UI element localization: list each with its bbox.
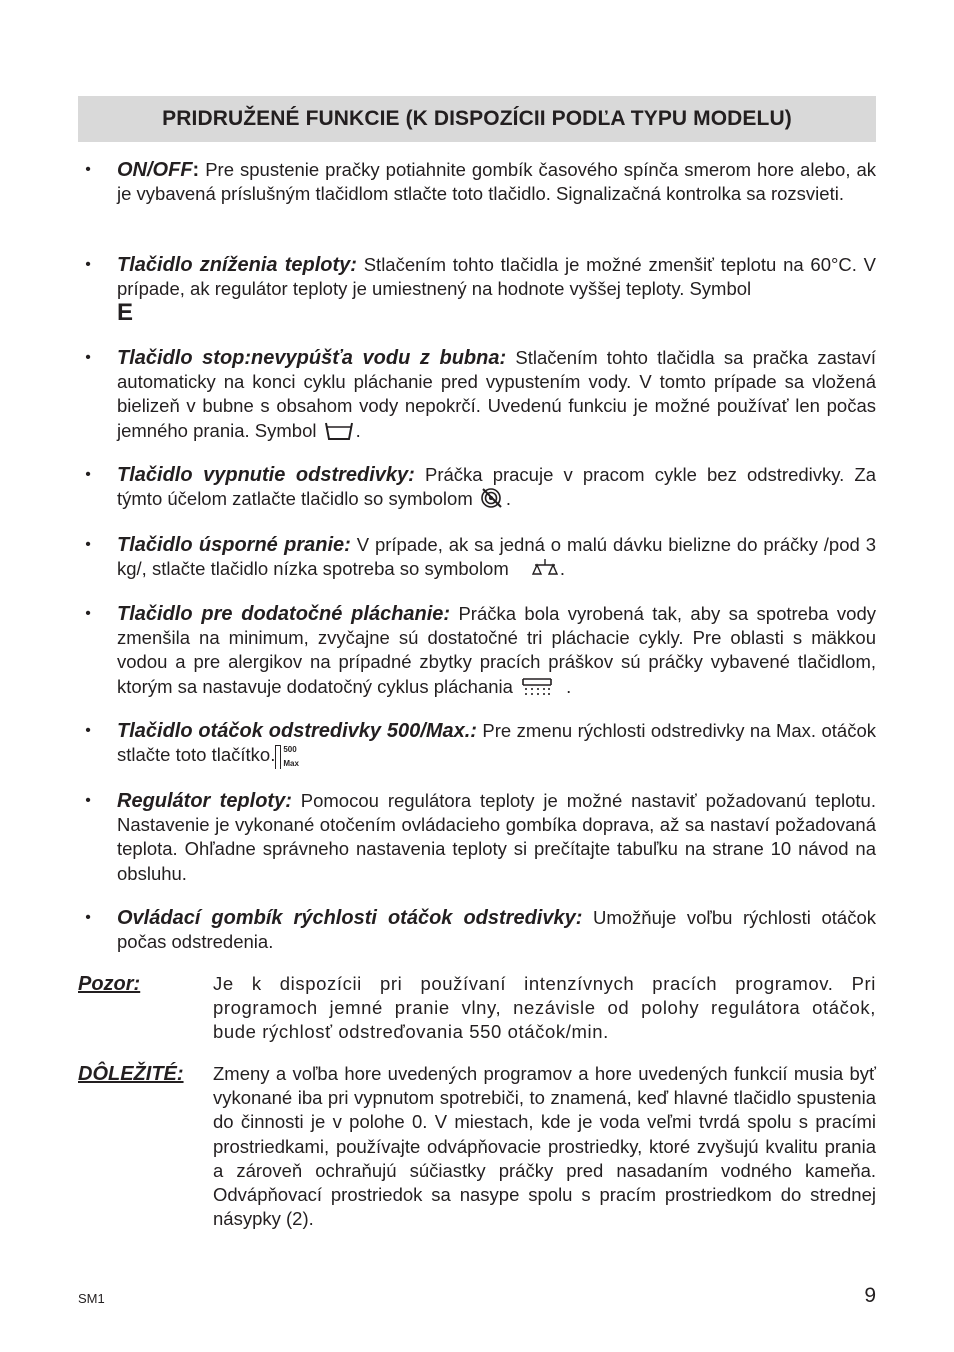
spin-max-label: Max [283, 759, 299, 769]
item-text: V prípade, ak sa jedná o malú dávku bielizne do práčky /pod 3 kg/, stlačte tlačidlo nízka spotreba so symbolom [117, 534, 876, 580]
page-number: 9 [864, 1284, 876, 1307]
list-item-spin-off: • Tlačidlo vypnutie odstredivky: Práčka pracuje v pracom cykle bez odstredivky. Za týmto účelom zatlačte tlačidlo so symbolom . [78, 463, 876, 515]
list-item-temperature-reduction [78, 253, 876, 327]
bullet: • [85, 605, 91, 622]
list-item-spin-speed-knob [78, 906, 876, 954]
bullet: • [85, 466, 91, 483]
extra-rinse-icon [520, 675, 554, 703]
section-title: PRIDRUŽENÉ FUNKCIE (K DISPOZÍCII PODĽA TYPU MODELU) [162, 107, 792, 130]
item-label: Tlačidlo otáčok odstredivky 500/Max.: [117, 720, 477, 742]
note-caution [78, 972, 876, 1045]
bullet: • [85, 722, 91, 739]
note-important [78, 1062, 876, 1231]
list-item-economy-wash: • Tlačidlo úsporné pranie: V prípade, ak sa jedná o malú dávku bielizne do práčky /pod 3 kg/, stlačte tlačidlo nízka spotreba so symbolom . [78, 533, 876, 585]
section-header [78, 96, 876, 142]
bullet: • [85, 161, 91, 178]
item-label: Tlačidlo stop:nevypúšťa vodu z bubna: [117, 347, 507, 369]
bullet: • [85, 792, 91, 809]
document-code: SM1 [78, 1291, 105, 1306]
note-label: Pozor: [78, 973, 141, 995]
spin-500-label: 500 [283, 745, 297, 755]
rinse-hold-tub-icon [324, 421, 354, 447]
item-text: Stlačením tohto tlačidla sa pračka zastaví automaticky na konci cyklu pláchanie pred vypustením vody. V tomto prípade sa vložená bielizeň v bubne s obsahom vody nepokrčí. Uvedenú funkciu je možné používať len počas jemného prania. Symbol [117, 347, 876, 441]
item-text: Pomocou regulátora teploty je možné nastaviť požadovanú teplotu. Nastavenie je vykonané otočením ovládacieho gombíka doprava, až sa nastaví požadovaná teplota. Ohľadne správneho nastavenia teploty si prečítajte tabuľku na strane 10 návod na obsluhu. [117, 790, 876, 884]
item-text: Stlačením tohto tlačidla je možné zmenšiť teplotu na 60°C. V prípade, ak regulátor teploty je umiestnený na hodnote vyššej teploty. Symbol [117, 254, 876, 300]
item-text: Umožňuje voľbu rýchlosti otáčok počas odstredenia. [117, 907, 876, 953]
item-label: Regulátor teploty: [117, 790, 292, 812]
no-spin-icon [480, 487, 504, 515]
list-item-rinse-hold: • Tlačidlo stop:nevypúšťa vodu z bubna: Stlačením tohto tlačidla sa pračka zastaví automaticky na konci cyklu pláchanie pred vypustením vody. V tomto prípade sa vložená bielizeň v bubne s obsahom vody nepokrčí. Uvedenú funkciu je možné používať len počas jemného prania. Symbol . [78, 346, 876, 447]
list-item-spin-speed-button [78, 719, 876, 775]
bullet: • [85, 909, 91, 926]
item-label: Tlačidlo zníženia teploty: [117, 254, 357, 276]
list-item-temperature-regulator [78, 789, 876, 886]
bullet: • [85, 256, 91, 273]
note-label: DÔLEŽITÉ: [78, 1063, 184, 1085]
half-load-scale-icon [532, 557, 558, 585]
item-label: Ovládací gombík rýchlosti otáčok odstredivky: [117, 907, 583, 929]
list-item-extra-rinse: • Tlačidlo pre dodatočné pláchanie: Práčka bola vyrobená tak, aby sa spotreba vody zmenšila na minimum, zvyčajne sú dostatočné tri pláchacie cykly. Pre oblasti s mäkkou vodou a pre alergikov na prípadné zbytky pracích práškov sú práčky vybavené tlačidlom, ktorým sa nastavuje dodatočný cyklus pláchania . [78, 602, 876, 703]
item-label: ON/OFF [117, 159, 193, 181]
spin-500-max-icon [275, 745, 299, 775]
item-label-suffix: : [192, 159, 200, 181]
item-label: Tlačidlo úsporné pranie: [117, 534, 351, 556]
bullet: • [85, 536, 91, 553]
item-label: Tlačidlo vypnutie odstredivky: [117, 464, 415, 486]
list-item-on-off [78, 158, 876, 206]
item-text: Práčka pracuje v pracom cykle bez odstredivky. Za týmto účelom zatlačte tlačidlo so symbolom [117, 464, 877, 510]
note-text: Zmeny a voľba hore uvedených programov a hore uvedených funkcií musia byť vykonané iba pri vypnutom spotrebiči, to znamená, keď hlavné tlačidlo spustenia do činnosti je v polohe 0. V miestach, kde je voda veľmi tvrdá spolu s pracími prostriedkami, používajte odvápňovacie prostriedky, ktoré zvyšujú kvalitu prania a zároveň ochraňujú súčiastky práčky pred nasadaním vodného kameňa. Odvápňovací prostriedok sa nasype spolu s pracím prostriedkom do strednej násypky (2). [213, 1063, 876, 1230]
item-text: Práčka bola vyrobená tak, aby sa spotreba vody zmenšila na minimum, zvyčajne sú dostatočné tri pláchacie cykly. Pre oblasti s mäkkou vodou a pre alergikov na prípadné zbytky pracích práškov sú práčky vybavené tlačidlom, ktorým sa nastavuje dodatočný cyklus pláchania [117, 603, 876, 697]
item-text: Pre zmenu rýchlosti odstredivky na Max. otáčok stlačte toto tlačítko. [117, 720, 877, 766]
note-text: Je k dispozícii pri používaní intenzívnych pracích programov. Pri programoch jemné pranie vlny, nezávisle od polohy regulátora otáčok, bude rýchlosť odstreďovania 550 otáčok/min. [213, 973, 876, 1043]
bullet: • [85, 349, 91, 366]
symbol-e: E [117, 299, 134, 327]
item-label: Tlačidlo pre dodatočné pláchanie: [117, 603, 451, 625]
item-text: Pre spustenie pračky potiahnite gombík časového spínča smerom hore alebo, ak je vybavená príslušným tlačidlom stlačte toto tlačidlo. Signalizačná kontrolka sa rozsvieti. [117, 159, 876, 205]
